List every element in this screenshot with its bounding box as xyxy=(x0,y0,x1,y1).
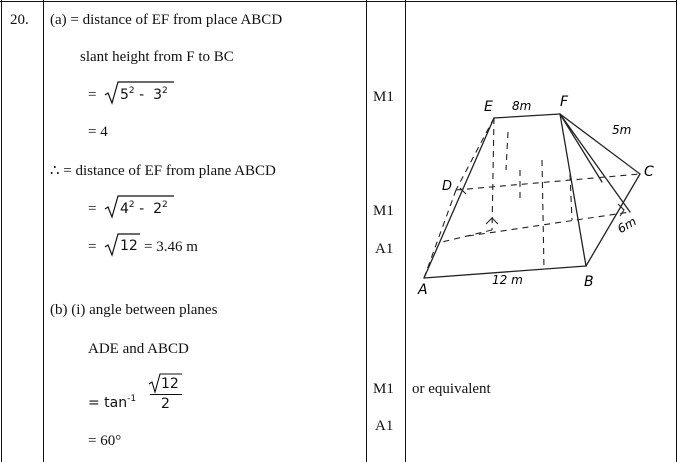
question-number: 20. xyxy=(10,12,29,28)
remark-text: or equivalent xyxy=(412,381,491,397)
inverse-exponent: -1 xyxy=(127,394,137,404)
part-a-therefore-line: ∴ = distance of EF from plane ABCD xyxy=(50,163,276,179)
mark-m1-angle: M1 xyxy=(373,381,394,397)
mark-m1-slant: M1 xyxy=(373,89,394,105)
fraction-denominator: 2 xyxy=(161,396,170,412)
exponent-b: 2 xyxy=(162,86,168,96)
part-a-heading: (a) = distance of EF from place ABCD xyxy=(50,12,283,28)
minus-sign: - xyxy=(139,201,145,217)
label-ab-length: 12 m xyxy=(492,273,523,287)
marks-column-divider xyxy=(405,0,406,462)
exponent-a: 2 xyxy=(128,200,135,210)
part-a-eq3-prefix: = xyxy=(88,201,97,217)
label-bc-length: 6m xyxy=(615,214,639,237)
table-top-border xyxy=(0,1,676,2)
radicand-b: 3 xyxy=(153,87,162,103)
part-b-planes-text: ADE and ABCD xyxy=(88,341,189,357)
table-left-border xyxy=(1,0,2,462)
part-a-eq3-sqrt xyxy=(104,194,174,220)
radicand: 12 xyxy=(120,238,138,254)
label-ef-length: 8m xyxy=(512,99,532,113)
part-b-tan-prefix xyxy=(88,390,136,412)
fraction-numerator: 12 xyxy=(161,376,179,392)
label-e: E xyxy=(484,99,493,115)
part-a-slant-height-text: slant height from F to BC xyxy=(80,49,234,65)
part-b-result: = 60° xyxy=(88,433,122,449)
part-b-heading: (b) (i) angle between planes xyxy=(50,302,218,318)
part-a-eq1-prefix: = xyxy=(88,87,97,103)
working-column-divider xyxy=(366,0,367,462)
label-f: F xyxy=(560,94,569,110)
exponent-b: 2 xyxy=(162,200,168,210)
part-a-eq1-sqrt xyxy=(104,80,174,106)
label-fc-length: 5m xyxy=(612,123,632,137)
radicand-a: 5 xyxy=(120,87,129,103)
question-column-divider xyxy=(43,0,44,462)
radicand-b: 2 xyxy=(153,201,162,217)
part-b-fraction xyxy=(148,372,184,418)
part-a-eq4-sqrt xyxy=(104,232,140,258)
pyramid-frustum-diagram xyxy=(408,70,670,300)
part-a-eq4-prefix: = xyxy=(88,239,97,255)
label-a: A xyxy=(418,282,428,298)
mark-a1-distance: A1 xyxy=(375,241,394,257)
mark-a1-angle: A1 xyxy=(375,418,394,434)
fraction-bar xyxy=(150,394,182,395)
label-b: B xyxy=(584,274,594,290)
mark-m1-distance: M1 xyxy=(373,203,394,219)
part-a-result: = 3.46 m xyxy=(144,239,198,255)
part-a-eq2: = 4 xyxy=(88,124,108,140)
label-d: D xyxy=(442,179,453,194)
minus-sign: - xyxy=(139,87,145,103)
exponent-a: 2 xyxy=(128,86,135,96)
label-c: C xyxy=(644,164,654,180)
radicand-a: 4 xyxy=(120,201,129,217)
table-right-border xyxy=(676,0,677,462)
tan-text: = tan xyxy=(88,395,128,411)
